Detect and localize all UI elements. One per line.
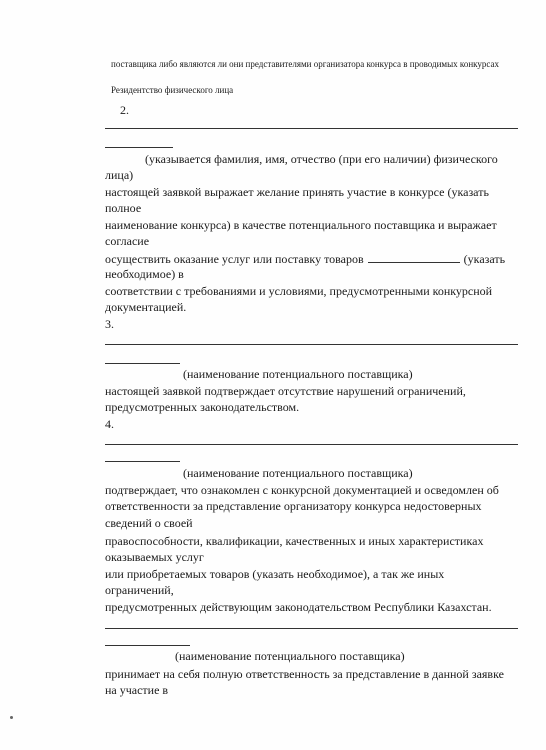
section-4-text-6: или приобретаемых товаров (указать необходимое), а так же иных [105, 567, 445, 581]
section-3-text-1: настоящей заявкой подтверждает отсутствие нарушений ограничений, [105, 384, 466, 398]
section-2-text-2: полное [105, 201, 142, 215]
section-2-text-5a: осуществить оказание услуг или поставку товаров [105, 252, 364, 266]
section-3-caption: (наименование потенциального поставщика) [183, 367, 413, 381]
section-4-text-5: оказываемых услуг [105, 550, 204, 564]
section-2-text-8: документацией. [105, 300, 187, 314]
section-2-text-6: необходимое) в [105, 267, 184, 281]
section-4-text-3: сведений о своей [105, 516, 193, 530]
section-5-text-1: принимает на себя полную ответственность за представление в данной заявке [105, 667, 504, 681]
fill-line [105, 344, 518, 345]
section-2-text-3: наименование конкурса) в качестве потенциального поставщика и выражает [105, 218, 497, 232]
section-5-text-2: на участие в [105, 683, 169, 697]
section-4-text-4: правоспособности, квалификации, качественных и иных характеристиках [105, 534, 484, 548]
fill-line [105, 628, 518, 629]
section-4-caption: (наименование потенциального поставщика) [183, 466, 413, 480]
fill-line-short [105, 147, 173, 148]
scan-speck [10, 716, 13, 719]
fill-line [105, 444, 518, 445]
fill-line-short [105, 363, 180, 364]
header-line-1: поставщика либо являются ли они представителями организатора конкурса в проводимых конкурсах [111, 59, 499, 69]
section-2-caption-cont: лица) [105, 168, 134, 182]
section-4-text-2: ответственности за представление организатору конкурса недостоверных [105, 499, 482, 513]
section-4-number: 4. [105, 417, 114, 431]
section-2-text-5b: (указать [463, 252, 506, 266]
section-2-text-4: согласие [105, 234, 150, 248]
section-2-text-1: настоящей заявкой выражает желание принять участие в конкурсе (указать [105, 185, 489, 199]
fill-line-short [105, 461, 180, 462]
section-3-number: 3. [105, 317, 114, 331]
section-4-text-7: ограничений, [105, 583, 174, 597]
section-2-text-7: соответствии с требованиями и условиями, предусмотренными конкурсной [105, 284, 493, 298]
fill-line [105, 128, 518, 129]
section-4-text-8: предусмотренных действующим законодательством Республики Казахстан. [105, 600, 492, 614]
blank-field [368, 252, 460, 263]
section-2-text-5 [105, 252, 505, 265]
section-5-caption: (наименование потенциального поставщика) [175, 649, 405, 663]
header-line-2: Резидентство физического лица [111, 85, 234, 95]
fill-line-short [105, 645, 190, 646]
section-3-text-2: предусмотренных законодательством. [105, 400, 300, 414]
section-4-text-1: подтверждает, что ознакомлен с конкурсной документацией и осведомлен об [105, 483, 499, 497]
section-2-caption: (указывается фамилия, имя, отчество (при его наличии) физического [145, 152, 498, 166]
section-2-number: 2. [120, 103, 129, 117]
